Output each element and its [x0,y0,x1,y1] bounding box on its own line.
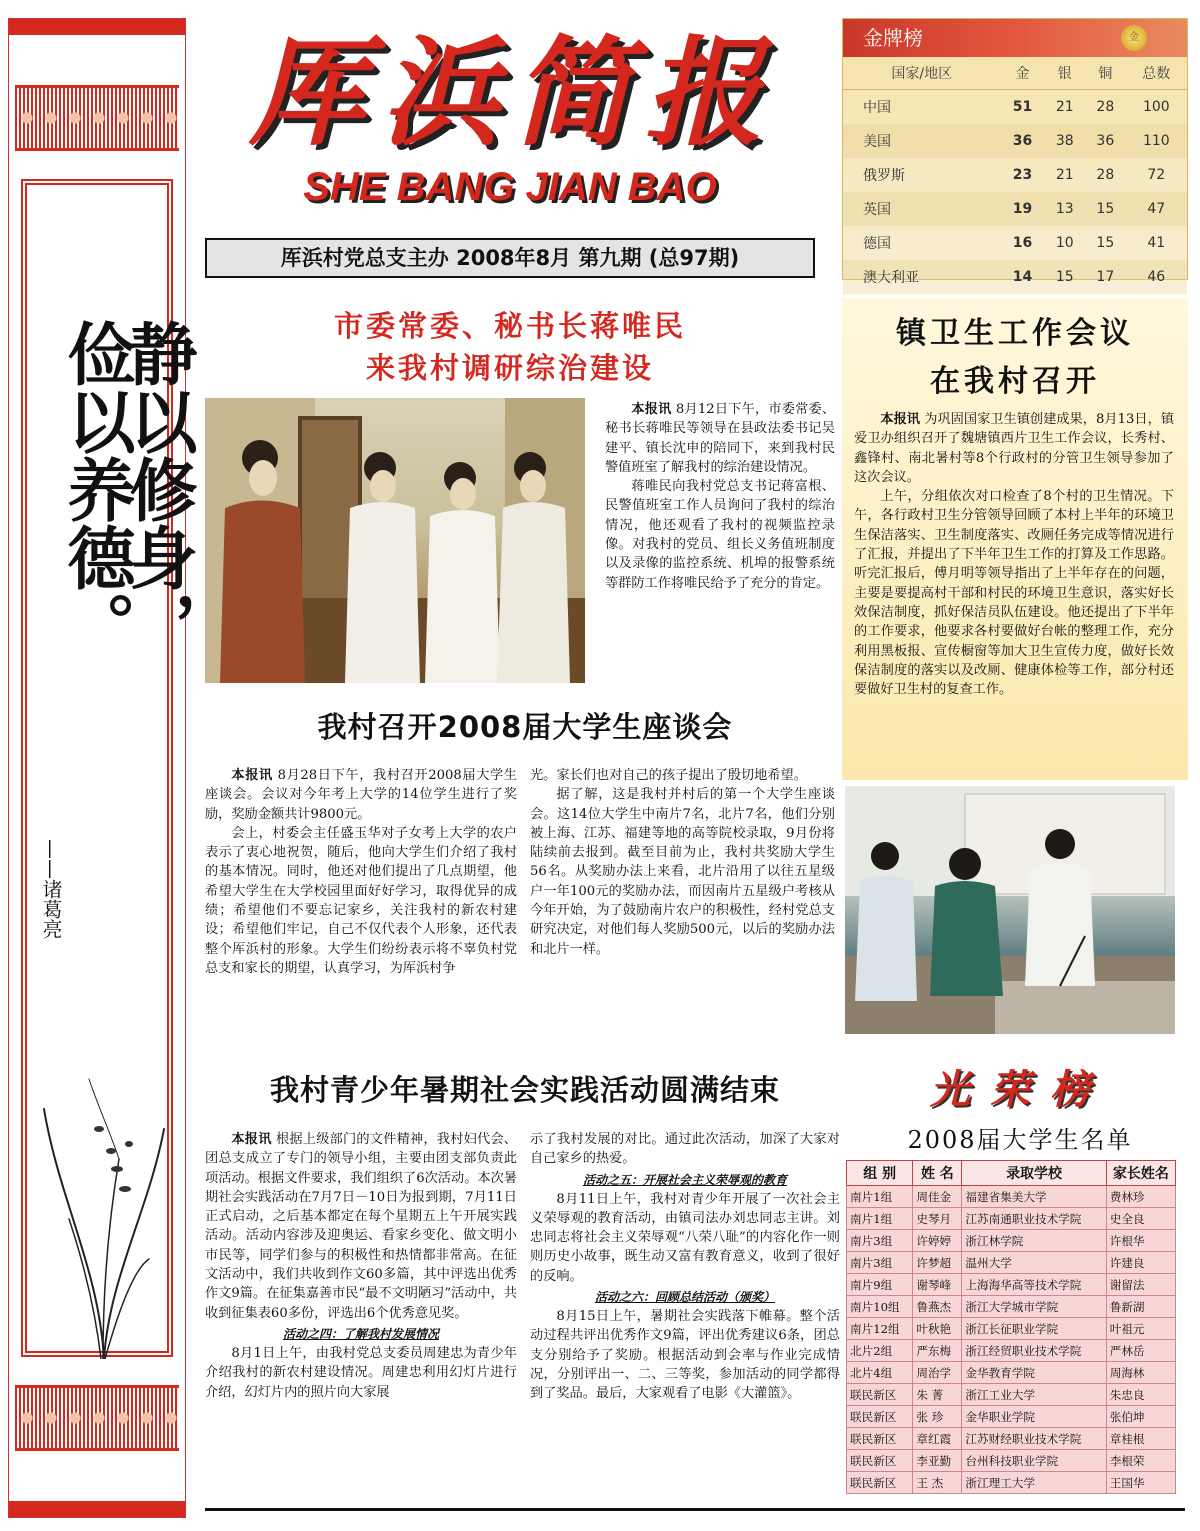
bottom-rule [205,1508,1185,1511]
medal-table-box [842,18,1188,286]
honor-parent-name: 许根华 [1106,1230,1175,1252]
article3-paragraph: 8月11日上午，我村对青少年开展了一次社会主义荣辱观的教育活动，由镇司法办刘忠同志主讲。刘忠同志将社会主义荣辱观“八荣八耻”的内容化作一则则历史小故事，既生动又富有教育意义，收到了很好的反响。 [530,1191,840,1284]
bottom-red-band [9,1501,185,1517]
honor-school: 温州大学 [962,1252,1106,1274]
honor-row [847,1450,1176,1472]
honor-school: 台州科技职业学院 [962,1450,1106,1472]
honor-parent-name: 费林珍 [1106,1186,1175,1208]
article3-column-2 [530,1130,840,1404]
honor-row [847,1362,1176,1384]
honor-row [847,1208,1176,1230]
medal-row [843,158,1187,192]
honor-school: 江苏南通职业技术学院 [962,1208,1106,1230]
honor-parent-name: 张伯坤 [1106,1406,1175,1428]
motto-line-1: 静以修身， [118,319,197,659]
medal-country: 德国 [863,236,891,252]
honor-student-name: 谢琴峰 [913,1274,962,1296]
medal-row [843,226,1187,260]
honor-group: 北片4组 [847,1362,913,1384]
honor-school: 金华职业学院 [962,1406,1106,1428]
medal-count: 15 [1085,192,1126,226]
honor-school: 上海海华高等技术学院 [962,1274,1106,1296]
medal-row [843,124,1187,158]
symposium-photo [845,786,1175,1034]
medal-count: 19 [1001,192,1045,226]
honor-school: 浙江长征职业学院 [962,1318,1106,1340]
honor-row [847,1186,1176,1208]
medal-count: 36 [1001,124,1045,158]
honor-row [847,1296,1176,1318]
honor-col-name: 姓 名 [913,1161,962,1186]
honor-parent-name: 谢留法 [1106,1274,1175,1296]
article1-lead: 本报讯 [631,402,672,417]
honor-parent-name: 章桂根 [1106,1428,1175,1450]
medal-count: 15 [1044,260,1085,294]
article1-body [605,400,835,593]
left-motto-banner [8,18,197,1518]
medal-country: 英国 [843,192,1001,226]
article3-subheading: 活动之六：回顾总结活动（颁奖） [594,1290,775,1305]
honor-parent-name: 史全良 [1106,1208,1175,1230]
article3-paragraph: 根据上级部门的文件精神，我村妇代会、团总支成立了专门的领导小组，主要由团支部负责此项活动。根据文件要求，我们组织了6次活动。本次暑期社会实践活动在7月7日－10日为报到期，7月11日正式启动，之后基本都定在每个星期五上午开展实践活动。活动内容涉及迎奥运、看家乡变化、做文明小市民等，同学们参与的积极性和热情都非常高。在征文活动中，我们共收到作文60多篇，其中评选出优秀作文9篇。在征集嘉善市民“最不文明陋习”活动中，共收到征集表60多份，评选出6个优秀意见奖。 [205,1132,517,1321]
medal-count: 21 [1055,167,1074,183]
masthead-info-bar: 厍浜村党总支主办 2008年8月 第九期 (总97期) [205,238,815,278]
article3-column-1 [205,1130,517,1402]
article2-lead: 本报讯 [231,768,273,783]
article1-headline [230,305,790,389]
honor-row [847,1428,1176,1450]
article3-paragraph: 示了我村发展的对比。通过此次活动，加深了大家对自己家乡的热爱。 [530,1132,840,1167]
honor-row [847,1252,1176,1274]
honor-col-school: 录取学校 [962,1161,1106,1186]
honor-student-name: 周治学 [913,1362,962,1384]
honor-group: 北片2组 [847,1340,913,1362]
medal-col-gold: 金 [1001,57,1045,90]
honor-roll-title: 光荣榜 [930,1066,1110,1113]
honor-student-name: 鲁燕杰 [913,1296,962,1318]
honor-row [847,1406,1176,1428]
medal-count: 14 [1001,260,1045,294]
honor-student-name: 许婷婷 [913,1230,962,1252]
honor-parent-name: 严林岳 [1106,1340,1175,1362]
honor-parent-name: 李根荣 [1106,1450,1175,1472]
medal-country: 美国 [843,124,1001,158]
medal-count: 51 [1012,99,1033,115]
medal-count: 36 [1085,124,1126,158]
honor-school: 金华教育学院 [962,1362,1106,1384]
honor-student-name: 王 杰 [913,1472,962,1494]
article3-paragraph: 8月1日上午，由我村党总支委员周建忠为青少年介绍我村的新农村建设情况。周建忠利用幻灯片进行介绍，幻灯片内的照片向大家展 [205,1345,517,1400]
honor-roll-subtitle: 2008届大学生名单 [907,1126,1133,1154]
honor-group: 联民新区 [847,1472,913,1494]
medal-count: 16 [1012,235,1033,251]
honor-group: 联民新区 [847,1428,913,1450]
honor-parent-name: 叶祖元 [1106,1318,1175,1340]
bottom-pattern-band [15,1385,179,1451]
health-paragraph: 上午，分组依次对口检查了8个村的卫生情况。下午，各行政村卫生分管领导回顾了本村上半年的环境卫生保洁落实、卫生制度落实、改厕任务完成等情况进行了汇报，并提出了下半年卫生工作的打算及工作思路。听完汇报后，傅月明等领导指出了上半年存在的问题，主要是要提高村干部和村民的环境卫生意识，落实好长效保洁制度，抓好保洁员队伍建设。他还提出了下半年的工作要求，他要求各村要做好台帐的整理工作，充分利用黑板报、宣传橱窗等加大卫生宣传力度，做好长效保洁制度的落实以及改厕、健康体检等工作，部分村还要做好卫生村的复查工作。 [854,489,1174,698]
honor-school: 浙江经贸职业技术学院 [962,1340,1106,1362]
article1-paragraph: 8月12日下午，市委常委、秘书长蒋唯民等领导在县政法委书记吴建平、镇长沈申的陪同下，来到我村民警值班室了解我村的综治建设情况。 [605,402,836,475]
health-lead: 本报讯 [880,412,921,427]
article2-paragraph: 8月28日下午，我村召开2008届大学生座谈会。会议对今年考上大学的14位学生进行了奖励，奖励金额共计9800元。 [205,768,517,822]
article3-subheading: 活动之四：了解我村发展情况 [282,1326,439,1341]
medal-row [843,90,1187,125]
article1-paragraph: 蒋唯民向我村党总支书记蒋富根、民警值班室工作人员询问了我村的综治情况，他还观看了我村的视频监控录像。对我村的党员、组长义务值班制度以及录像的监控系统、机埠的报警系统等群防工作将唯民给予了充分的肯定。 [605,479,835,591]
honor-school: 浙江工业大学 [962,1384,1106,1406]
medal-col-silver: 银 [1044,57,1085,90]
medal-count: 46 [1126,260,1187,294]
article1-photo [205,398,585,683]
honor-school: 浙江理工大学 [962,1472,1106,1494]
honor-roll-body [847,1186,1176,1494]
article3-paragraph: 8月15日上午，暑期社会实践落下帷幕。整个活动过程共评出优秀作文9篇，评出优秀建议6条，团总支分别给予了奖励。根据活动到会率与作业完成情况，分别评出一、二、三等奖，参加活动的同学都得到了奖品。最后，大家观看了电影《大灌篮》。 [530,1309,840,1402]
motto-author: ——诸葛亮 [39,839,63,939]
medal-count: 10 [1055,235,1074,251]
honor-student-name: 李亚勤 [913,1450,962,1472]
honor-group: 南片12组 [847,1318,913,1340]
health-headline-line2: 在我村召开 [930,364,1100,399]
medal-count: 38 [1044,124,1085,158]
motto-line-2: 俭以养德。 [56,319,135,659]
article3-headline: 我村青少年暑期社会实践活动圆满结束 [269,1073,780,1107]
medal-count: 15 [1096,235,1115,251]
medal-country: 俄罗斯 [863,168,905,184]
honor-row [847,1340,1176,1362]
honor-school: 福建省集美大学 [962,1186,1106,1208]
honor-student-name: 张 珍 [913,1406,962,1428]
honor-student-name: 严东梅 [913,1340,962,1362]
honor-student-name: 叶秋艳 [913,1318,962,1340]
medal-row [843,192,1187,226]
article2-headline: 我村召开2008届大学生座谈会 [317,710,733,744]
health-paragraph: 为巩固国家卫生镇创建成果，8月13日，镇爱卫办组织召开了魏塘镇西片卫生工作会议，长秀村、鑫锋村、南北暑村等8个行政村的分管卫生领导参加了这次会议。 [854,412,1175,485]
article3-subheading: 活动之五：开展社会主义荣辱观的教育 [582,1172,787,1187]
medal-count: 21 [1055,99,1074,115]
medal-col-total: 总数 [1126,57,1187,90]
honor-school: 浙江林学院 [962,1230,1106,1252]
medal-country: 中国 [863,100,891,116]
medal-count: 28 [1096,99,1115,115]
medal-count: 13 [1044,192,1085,226]
honor-group: 联民新区 [847,1406,913,1428]
top-red-band [9,19,185,35]
masthead-pinyin: SHE BANG JIAN BAO [303,165,717,209]
honor-row [847,1384,1176,1406]
article2-column-2 [530,766,835,959]
honor-roll-table [846,1160,1176,1494]
medal-country: 澳大利亚 [843,260,1001,294]
honor-col-parent: 家长姓名 [1106,1161,1175,1186]
article1-headline-line2: 来我村调研综治建设 [365,351,654,385]
honor-group: 南片9组 [847,1274,913,1296]
article2-paragraph: 会上，村委会主任盛玉华对子女考上大学的农户表示了衷心地祝贺，随后，他向大学生们介绍了我村的基本情况。同时，他还对他们提出了几点期望，他希望大学生在大学校园里面好好学习，取得优异的成绩；希望他们不要忘记家乡，关注我村的新农村建设；希望他们牢记，自己不仅代表个人形象，还代表整个厍浜村的形象。大学生们纷纷表示将不辜负村党总支和家长的期望，认真学习，为厍浜村争 [205,825,517,976]
honor-row [847,1472,1176,1494]
honor-school: 江苏财经职业技术学院 [962,1428,1106,1450]
masthead-title: 厍浜简报 [248,23,777,162]
top-pattern-band [15,85,179,151]
honor-student-name: 许梦超 [913,1252,962,1274]
honor-group: 南片10组 [847,1296,913,1318]
article3-lead: 本报讯 [231,1132,272,1147]
honor-row [847,1318,1176,1340]
medal-row [843,260,1187,294]
honor-group: 联民新区 [847,1450,913,1472]
honor-student-name: 周佳金 [913,1186,962,1208]
honor-parent-name: 鲁新湖 [1106,1296,1175,1318]
medal-col-bronze: 铜 [1085,57,1126,90]
health-article-box [842,298,1188,780]
medal-table-header [843,19,1187,57]
medal-count: 100 [1142,99,1170,115]
honor-parent-name: 周海林 [1106,1362,1175,1384]
medal-count: 47 [1126,192,1187,226]
honor-row [847,1274,1176,1296]
health-article-headline [842,310,1188,406]
medal-table [843,57,1187,294]
medal-table-title: 金牌榜 [863,26,923,50]
health-article-body [854,410,1174,699]
article2-column-1 [205,766,517,978]
medal-col-country: 国家/地区 [843,57,1001,90]
honor-parent-name: 朱忠良 [1106,1384,1175,1406]
honor-group: 南片1组 [847,1186,913,1208]
honor-group: 联民新区 [847,1384,913,1406]
medal-count: 28 [1096,167,1115,183]
honor-group: 南片3组 [847,1230,913,1252]
medal-count: 41 [1147,235,1166,251]
medal-count: 17 [1085,260,1126,294]
article2-paragraph: 光。家长们也对自己的孩子提出了殷切地希望。 [530,768,807,783]
honor-row [847,1230,1176,1252]
honor-parent-name: 许建良 [1106,1252,1175,1274]
honor-col-group: 组 别 [847,1161,913,1186]
orchid-painting [39,1069,169,1359]
health-headline-line1: 镇卫生工作会议 [896,316,1134,351]
medal-count: 110 [1126,124,1187,158]
medal-count: 72 [1147,167,1166,183]
gold-medal-icon: 金 [1121,25,1147,51]
honor-student-name: 史琴月 [913,1208,962,1230]
medal-count: 23 [1012,167,1033,183]
honor-parent-name: 王国华 [1106,1472,1175,1494]
honor-group: 南片1组 [847,1208,913,1230]
honor-school: 浙江大学城市学院 [962,1296,1106,1318]
article1-headline-line1: 市委常委、秘书长蒋唯民 [333,309,686,343]
honor-group: 南片3组 [847,1252,913,1274]
article2-paragraph: 据了解，这是我村并村后的第一个大学生座谈会。这14位大学生中南片7名，北片7名，他们分别被上海、江苏、福建等地的高等院校录取，9月份将陆续前去报到。截至目前为止，我村共奖励大学生56名。从奖励办法上来看，北片沿用了以往五星级户一年100元的奖励办法，而因南片五星级户考核从今年开始，为了鼓励南片农户的积极性，经村党总支研究决定，对他们每人奖励500元，以后的奖励办法和北片一样。 [530,787,835,957]
honor-student-name: 章红霞 [913,1428,962,1450]
medal-table-body [843,90,1187,295]
honor-student-name: 朱 菁 [913,1384,962,1406]
